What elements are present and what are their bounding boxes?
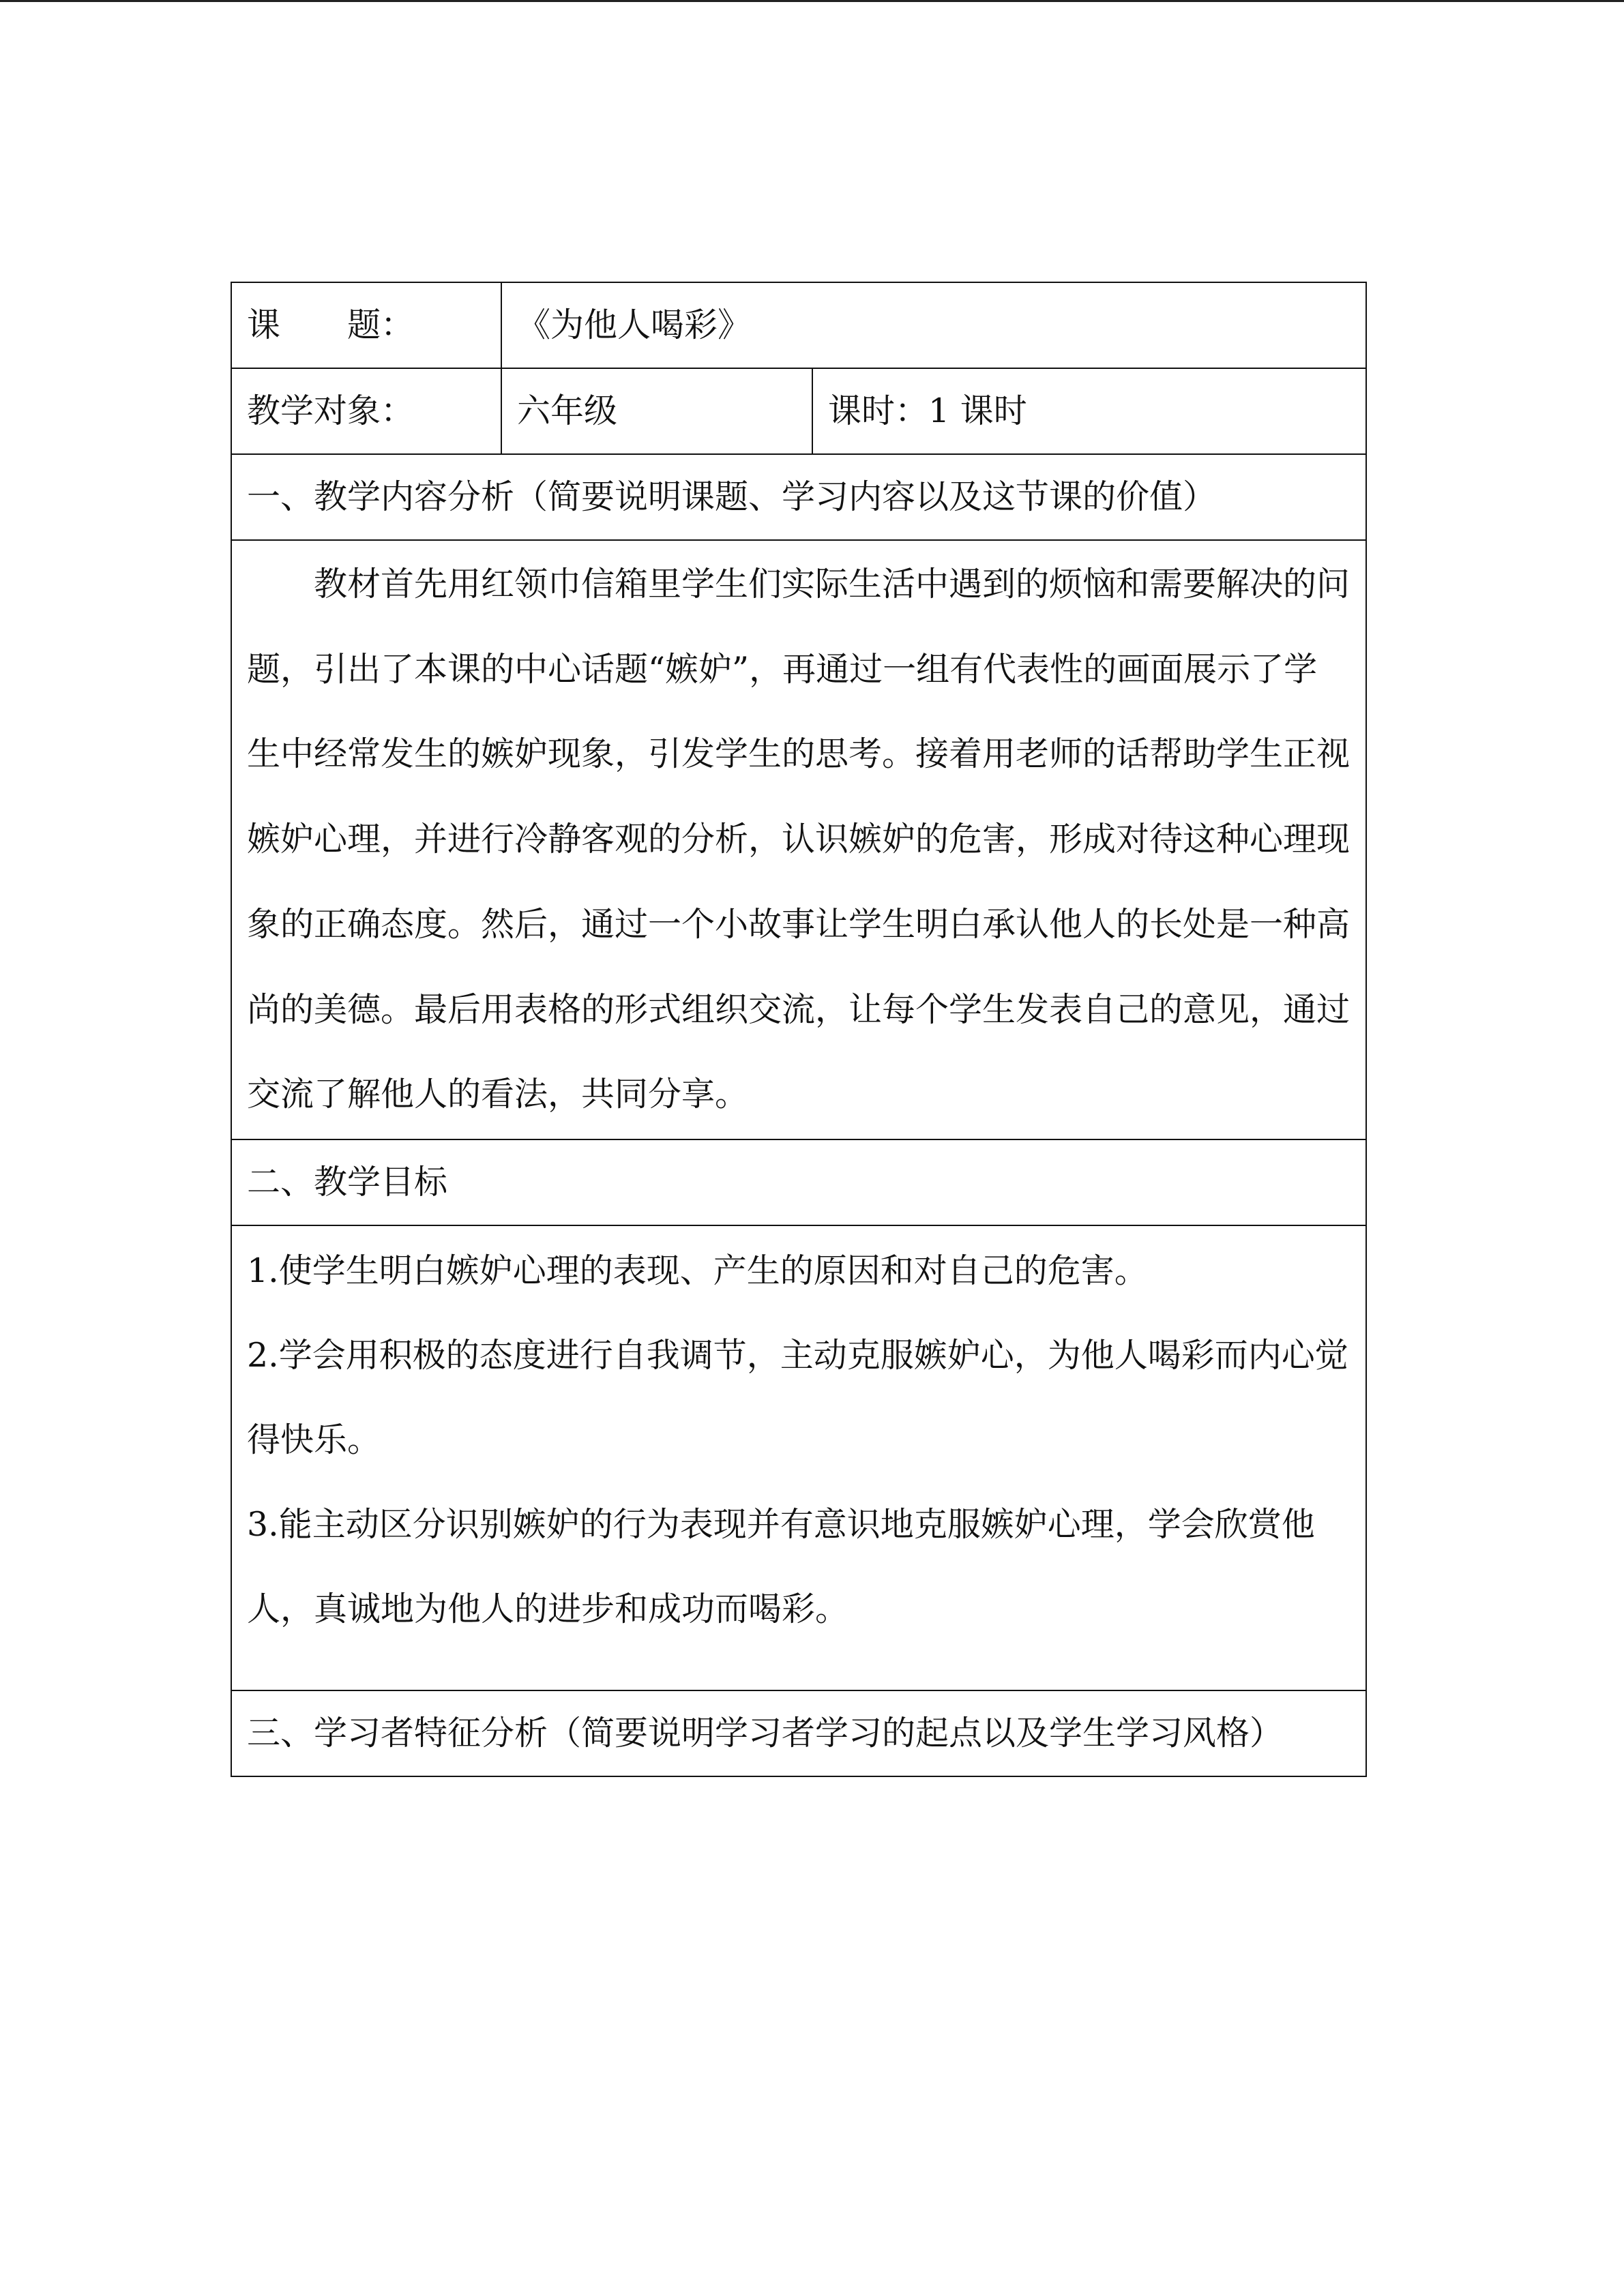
goals-title-row — [231, 1139, 1366, 1225]
topic-value: 《为他人喝彩》 — [501, 282, 1366, 368]
goals-list — [231, 1225, 1366, 1690]
topic-label: 课 题： — [231, 282, 501, 368]
goals-heading: 二、教学目标 — [231, 1139, 1366, 1225]
audience-value: 六年级 — [501, 368, 812, 454]
content-analysis-heading: 一、教学内容分析（简要说明课题、学习内容以及这节课的价值） — [231, 454, 1366, 540]
topic-row — [231, 282, 1366, 368]
goal-item: 1.使学生明白嫉妒心理的表现、产生的原因和对自己的危害。 — [247, 1251, 1148, 1290]
goal-item: 3.能主动区分识别嫉妒的行为表现并有意识地克服嫉妒心理，学会欣赏他人，真诚地为他人的进步和成功而喝彩。 — [247, 1504, 1315, 1628]
audience-row — [231, 368, 1366, 454]
content-analysis-text: 教材首先用红领巾信箱里学生们实际生活中遇到的烦恼和需要解决的问题，引出了本课的中心话题“嫉妒”，再通过一组有代表性的画面展示了学生中经常发生的嫉妒现象，引发学生的思考。接着用老师的话帮助学生正视嫉妒心理，并进行冷静客观的分析，认识嫉妒的危害，形成对待这种心理现象的正确态度。然后，通过一个小故事让学生明白承认他人的长处是一种高尚的美德。最后用表格的形式组织交流，让每个学生发表自己的意见，通过交流了解他人的看法，共同分享。 — [231, 540, 1366, 1139]
content-analysis-title-row — [231, 454, 1366, 540]
learner-analysis-heading: 三、学习者特征分析（简要说明学习者学习的起点以及学生学习风格） — [231, 1690, 1366, 1776]
audience-label: 教学对象： — [231, 368, 501, 454]
page-top-border — [0, 0, 1624, 2]
content-analysis-body-row — [231, 540, 1366, 1139]
lesson-plan-table — [231, 282, 1367, 1777]
goals-body-row — [231, 1225, 1366, 1690]
learner-analysis-title-row — [231, 1690, 1366, 1776]
goal-item: 2.学会用积极的态度进行自我调节，主动克服嫉妒心，为他人喝彩而内心觉得快乐。 — [247, 1335, 1348, 1459]
class-period: 课时：1 课时 — [812, 368, 1366, 454]
